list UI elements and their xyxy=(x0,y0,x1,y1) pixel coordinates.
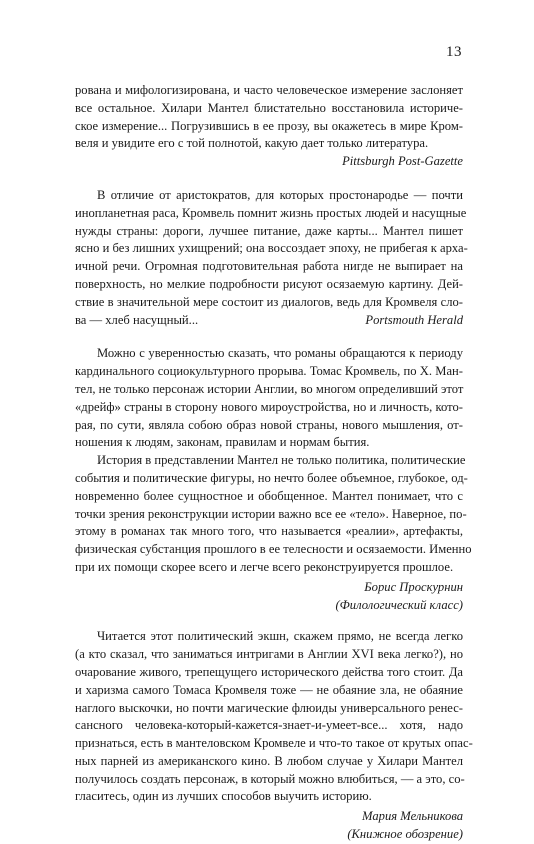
paragraph xyxy=(75,452,472,577)
review-source: Portsmouth Herald xyxy=(365,312,463,327)
text-line: ношения к людям, законам, правилам и нормам бытия. xyxy=(75,435,370,450)
text-line: все остальное. Хилари Мантел блистательно восстановила историче- xyxy=(75,100,463,115)
review-portsmouth: В отличие от аристократов, для которых простонародье — почти инопланетная раса, Кромвель помнит жизнь простых людей и насущные нужды страны: дороги, лучшее питание, даже карты... Мантел пишет ясно и без лишних ухищрений; она воссоздает эпоху, не прибегая к арха- ичной речи. Огромная подготовительная работа нигде не выпирает на поверхность, но мелкие подробности рисуют осязаемую картину. Дей- ствие в значительной мере состоит из диалогов, ведь для Кромвеля сло- ва — хлеб насущный... Portsmouth Herald xyxy=(75,187,463,329)
review-author: Мария Мельникова xyxy=(362,809,463,824)
text-line: поверхность, но мелкие подробности рисуют осязаемую картину. Дей- xyxy=(75,276,463,291)
page-content xyxy=(75,82,473,844)
text-line: получилось создать персонаж, в который можно влюбиться, — а это, со- xyxy=(75,771,465,786)
review-pittsburgh xyxy=(75,82,463,171)
review-melnikova xyxy=(75,628,473,844)
text-line: гласитесь, один из лучших способов выучить историю. xyxy=(75,789,372,804)
text-line: ясно и без лишних ухищрений; она воссоздает эпоху, не прибегая к арха- xyxy=(75,241,468,256)
text-line: кардинального социокультурного прорыва. Томас Кромвель, по Х. Ман- xyxy=(75,364,463,379)
text-line: наглого выскочки, но почти магические флюиды универсального ренес- xyxy=(75,700,463,715)
text-line: рая, по сути, являла собою образ новой страны, нового мышления, от- xyxy=(75,417,463,432)
text-line: Читается этот политический экшн, скажем прямо, не всегда легко xyxy=(97,629,463,644)
text-line: Можно с уверенностью сказать, что романы обращаются к периоду xyxy=(97,346,463,361)
text-line: нужды страны: дороги, лучшее питание, даже карты... Мантел пишет xyxy=(75,223,463,238)
text-line: физическая субстанция прошлого в ее телесности и осязаемости. Именно xyxy=(75,542,472,557)
text-line: В отличие от аристократов, для которых простонародье — почти xyxy=(97,187,463,202)
text-line: ское измерение... Погрузившись в ее прозу, вы окажетесь в мире Кром- xyxy=(75,118,463,133)
text-line: признаться, есть в мантеловском Кромвеле и что-то такое от крутых опас- xyxy=(75,736,473,751)
text-line: ных парней из американского кино. В любом случае у Хилари Мантел xyxy=(75,753,463,768)
text-line: рована и мифологизирована, и часто человеческое измерение заслоняет xyxy=(75,83,463,97)
text-line: при их помощи скорее всего и легче всего реконструируется прошлое. xyxy=(75,559,454,574)
text-line: этому в романах так много того, что называется «реалии», артефакты, xyxy=(75,524,463,539)
page-number: 13 xyxy=(446,44,462,60)
text-line: «дрейф» страны в сторону нового мироустройства, но и личность, кото- xyxy=(75,399,463,414)
text-line: и харизма самого Томаса Кромвеля тоже — не обаяние зла, не обаяние xyxy=(75,682,463,697)
text-line: события и политические фигуры, но нечто более объемное, глубокое, од- xyxy=(75,470,468,485)
review-publication: (Книжное обозрение) xyxy=(347,827,463,842)
text-line: инопланетная раса, Кромвель помнит жизнь простых людей и насущные xyxy=(75,205,467,220)
review-proskurnin xyxy=(75,345,472,614)
text-line: сансного человека-который-кажется-знает-и-умеет-все... хотя, надо xyxy=(75,718,463,733)
text-line: очарование живого, трепещущего исторического действа того стоит. Да xyxy=(75,664,463,679)
text-line: новременно более сущностное и обобщенное. Мантел понимает, что с xyxy=(75,488,463,503)
text-line: ствие в значительной мере состоит из диалогов, ведь для Кромвеля сло- xyxy=(75,294,463,309)
text-line: ичной речи. Огромная подготовительная работа нигде не выпирает на xyxy=(75,259,463,274)
review-source: Pittsburgh Post-Gazette xyxy=(342,154,463,169)
text-line: История в представлении Мантел не только политика, политические xyxy=(97,453,466,468)
text-line: тел, не только персонаж истории Англии, во многом определивший этот xyxy=(75,381,464,396)
text-line: (а кто сказал, что заниматься интригами в Англии XVI века легко?), но xyxy=(75,647,463,662)
text-line: веля и увидите его с той полнотой, какую дает только литература. xyxy=(75,136,429,151)
text-line: точки зрения реконструкции истории важно все ее «тело». Наверное, по- xyxy=(75,506,467,521)
review-author: Борис Проскурнин xyxy=(364,579,463,594)
paragraph xyxy=(75,345,463,452)
review-publication: (Филологический класс) xyxy=(335,597,463,612)
